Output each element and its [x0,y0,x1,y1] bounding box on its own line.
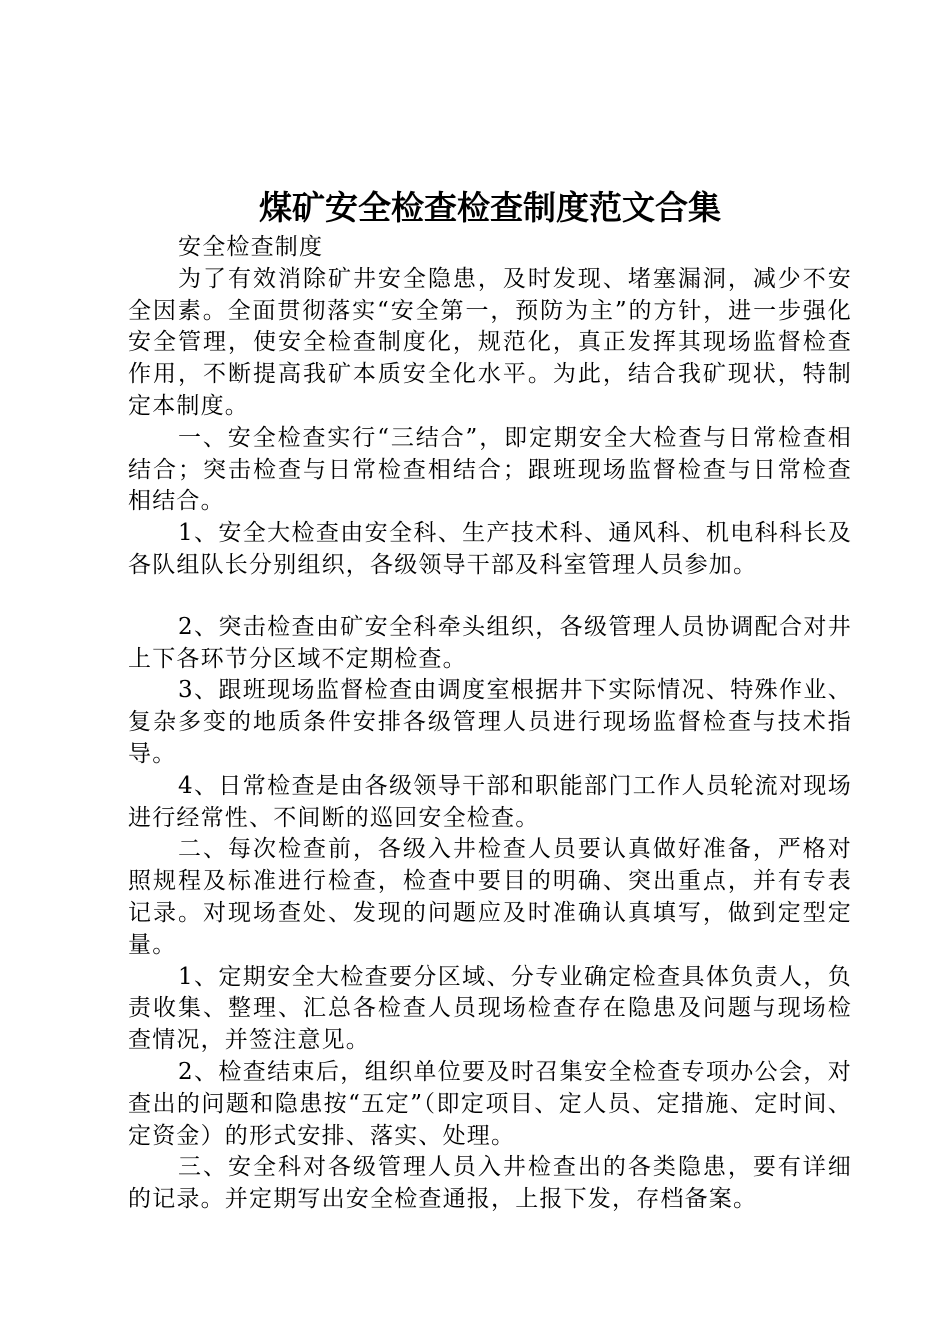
paragraph-section-1: 一、安全检查实行“三结合”，即定期安全大检查与日常检查相结合；突击检查与日常检查相结合；跟班现场监督检查与日常检查相结合。 [128,424,852,515]
blank-line [128,582,852,612]
paragraph-intro: 为了有效消除矿井安全隐患，及时发现、堵塞漏洞，减少不安全因素。全面贯彻落实“安全第一，预防为主”的方针，进一步强化安全管理，使安全检查制度化，规范化，真正发挥其现场监督检查作用，不断提高我矿本质安全化水平。为此，结合我矿现状，特制定本制度。 [128,265,852,419]
section-heading: 安全检查制度 [178,234,324,260]
document-title: 煤矿安全检查检查制度范文合集 [259,188,721,227]
paragraph-item-2-1: 1、定期安全大检查要分区域、分专业确定检查具体负责人，负责收集、整理、汇总各检查人员现场检查存在隐患及问题与现场检查情况，并签注意见。 [128,963,852,1054]
paragraph-item-1-3: 3、跟班现场监督检查由调度室根据井下实际情况、特殊作业、复杂多变的地质条件安排各级管理人员进行现场监督检查与技术指导。 [128,677,852,767]
paragraph-item-1-2: 2、突击检查由矿安全科牵头组织，各级管理人员协调配合对井上下各环节分区域不定期检查。 [128,613,852,672]
paragraph-item-1-1: 1、安全大检查由安全科、生产技术科、通风科、机电科科长及各队组队长分别组织，各级领导干部及科室管理人员参加。 [128,520,852,578]
paragraph-item-2-2: 2、检查结束后，组织单位要及时召集安全检查专项办公会，对查出的问题和隐患按“五定”（即定项目、定人员、定措施、定时间、定资金）的形式安排、落实、处理。 [128,1058,852,1149]
paragraph-item-1-4: 4、日常检查是由各级领导干部和职能部门工作人员轮流对现场进行经常性、不间断的巡回安全检查。 [128,772,852,831]
paragraph-section-3: 三、安全科对各级管理人员入井检查出的各类隐患，要有详细的记录。并定期写出安全检查通报，上报下发，存档备案。 [128,1154,852,1213]
document-page [128,186,852,1216]
paragraph-section-2: 二、每次检查前，各级入井检查人员要认真做好准备，严格对照规程及标准进行检查，检查中要目的明确、突出重点，并有专表记录。对现场查处、发现的问题应及时准确认真填写，做到定型定量。 [128,836,852,958]
